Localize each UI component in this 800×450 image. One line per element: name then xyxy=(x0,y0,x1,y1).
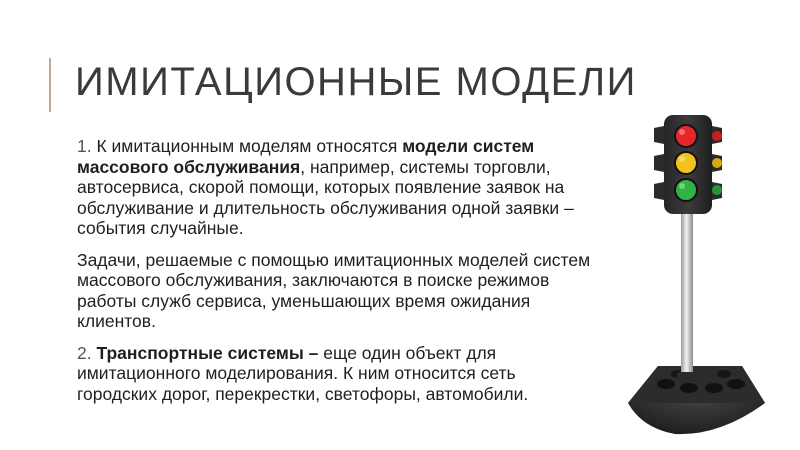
paragraph-3-number: 2. xyxy=(77,342,92,363)
traffic-light-icon xyxy=(600,90,800,445)
traffic-light-pole xyxy=(681,208,693,380)
paragraph-2: Задачи, решаемые с помощью имитационных моделей систем массового обслуживания, заключаются в поиске режимов работы служб сервиса, уменьшающих время ожидания клиентов. xyxy=(77,249,591,331)
slide-title: ИМИТАЦИОННЫЕ МОДЕЛИ xyxy=(75,60,637,104)
slide-body xyxy=(77,136,597,415)
paragraph-1 xyxy=(77,136,597,239)
yellow-lamp xyxy=(675,152,697,174)
paragraph-1-number: 1. xyxy=(77,136,92,156)
paragraph-1-text-after: , например, системы торговли, автосервиса, скорой помощи, которых появление заявок на обслуживание и длительность обслуживания одной заявки – события случайные. xyxy=(77,156,574,238)
paragraph-3 xyxy=(77,343,597,405)
paragraph-1-bold: модели систем массового обслуживания xyxy=(77,136,535,177)
green-lamp xyxy=(675,179,697,201)
paragraph-1-text-before: К имитационным моделям относятся xyxy=(91,136,403,156)
title-accent-line xyxy=(49,58,51,112)
red-lamp xyxy=(675,125,697,147)
paragraph-3-text-after: еще один объект для имитационного моделирования. К ним относится сеть городских дорог, перекрестки, светофоры, автомобили. xyxy=(77,342,529,404)
paragraph-3-bold: Транспортные системы – xyxy=(91,342,319,363)
